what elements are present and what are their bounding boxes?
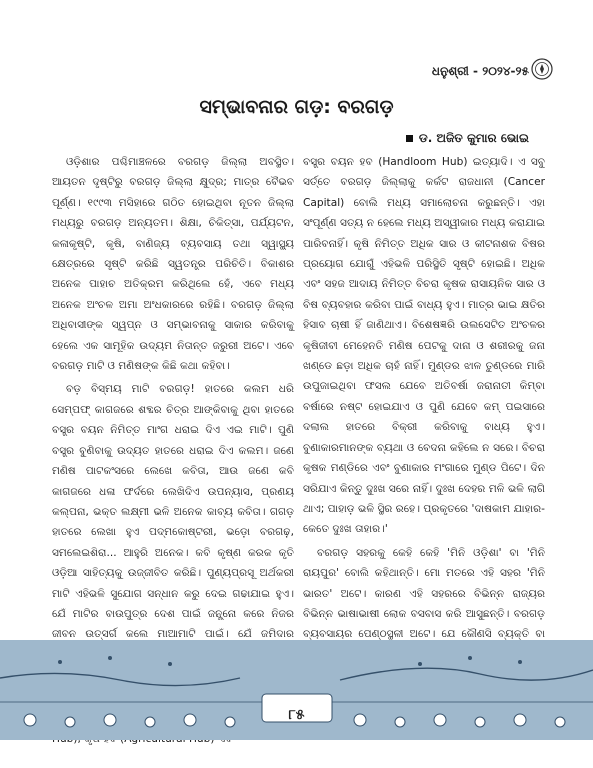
article-title: ସମ୍ଭାବନାର ଗଡ଼: ବରଗଡ଼ [199,96,394,118]
running-header: ଧନୁଶ୍ରୀ - ୨୦୨୪-୨୫ [431,64,529,78]
right-column [303,152,545,689]
black-square-bullet-icon [406,135,413,142]
page-number: ୮୫ [288,707,305,723]
author-name: ଡ. ଅଜିତ କୁମାର ଭୋଇ [418,131,529,145]
circular-seal-icon [531,58,553,80]
paragraph: ବଡ଼ ବିସ୍ମୟ ମାଟି ବରଗଡ଼! ହାତରେ କଲମ ଧରି ସେମ୍ପଫ୍ କାଗଜରେ ଶବ୍ଦର ଚିତ୍ର ଆଙ୍କିବାକୁ ଥିବା ହାତରେ ବସ୍ତ୍ର ବୟନ ନିମିତ୍ତ ମାଂଗ ଧରାଇ ଦିଏ ଏଇ ମାଟି। ପୁଣି ବସ୍ତ୍ର ବୁଣିବାକୁ ଉଦ୍ୟତ ହାତରେ ଧରାଇ ଦିଏ କଲମ। ଜଣେ ମଣିଷ ପାଟକଂସରେ ଲେଖେ କବିତା, ଆଉ ଜଣେ କବି କାଗଜରେ ଧଳା ଫର୍ଦରେ ଲେଖିଦିଏ ଉପନ୍ୟାସ, ପ୍ରଣୟ କଲ୍ପନା, ଭକ୍ତ ଲକ୍ଷ୍ମୀ ଭଳି ଅନେକ କାବ୍ୟ କବିତା। ଗଗଡ଼ ହାତରେ ଲେଖା ହୁଏ ପଦ୍ମକୋଷ୍ଟରୀ, ଭଡ଼ୋ ବରଗଢ଼, ସମଲେଇଶିରା... ଆହୁରି ଅନେକ। କବି କୃଷ୍ଣ କରକ କୃତି ଓଡ଼ିଆ ସାହିତ୍ୟକୁ ଉଜ୍ଜୀବିତ କରିଛି। ପୁଣ୍ୟପ୍ରସୂ ଅର୍ଥକରୀ ମାଟି ଏହିଭଳି ସୁଯୋଗ ସନ୍ଧାନ କରୁ ଦେଇ ଗଢାଯାଇ ହୁଏ। ଯେଁ ମାଟିର ବାଉପୁତ୍ର ଦେଶ ପାଇଁ ଜନ୍ମ୍ନୋ କରେ ନିଜର ଜୀବନ ଉତ୍ସର୍ଗ କଲେ ମାଆମାଟି ପାଇଁ। ଯେଁ ଜମିଦାର [52,383,294,641]
article-author [406,131,529,146]
paragraph: ବରଗଡ଼ ସହରକୁ କେହି କେହି 'ମିନି ଓଡ଼ିଶା' ବା 'ମିନି ରାୟପୁର' ବୋଲି କହିଥାନ୍ତି। ମୋ ମତରେ ଏହି ସହର 'ମିନି ଭାରତ' ଅଟେ। କାରଣ ଏହି ସହରରେ ବିଭିନ୍ନ ରାଜ୍ୟର ବିଭିନ୍ନ ଭାଷାଭାଷୀ ଲୋକ ବସବାସ କରି ଆସୁଛନ୍ତି। ବରଗଡ଼ ବ୍ୟବସାୟର ପେଣ୍ଠସ୍ଥଳୀ ଅଟେ। ଯେ କୌଣସି ବ୍ୟକ୍ତି ବା [303,546,545,641]
footer-decoration [0,640,593,740]
paragraph: ବସ୍ତ୍ର ବୟନ ହବ (Handloom Hub) ଇତ୍ୟାଦି। ଏ ସବୁ ସର୍ତ୍ତେ ବରଗଡ଼ ଜିଲ୍ଲାକୁ କର୍କଟ ରାଜଧାନୀ (Cancer Capital) ବୋଲି ମଧ୍ୟ ସମାଲୋଚନା କରୁଛନ୍ତି। ଏହା ସଂପୂର୍ଣ୍ଣ ସତ୍ୟ ନ ହେଲେ ମଧ୍ୟ ଅସ୍ୱୀକାର ମଧ୍ୟ କରାଯାଇ ପାରିବନାହିଁ। କୃଷି ନିମିତ୍ତ ଅଧିକ ସାର ଓ କୀଟନାଶକ ବିଷର ପ୍ରୟୋଗ ଯୋଗୁଁ ଏହିଭଳି ପରିସ୍ଥିତି ସୃଷ୍ଟି ହୋଇଛି। ଅଧିକ ଏବଂ ସହଜ ଆଦାୟ ନିମିତ୍ତ ବିଚରା କୃଷକ ରାସାୟନିକ ସାର ଓ ବିଷ ବ୍ୟବହାର କରିବା ପାଇଁ ବାଧ୍ୟ ହୁଏ। ମାତ୍ର ଭାଇ କ୍ଷତିର ହିସାବ ଚାଷୀ ହିଁ ଜାଣିଥାଏ। ବିଶେଷଜ୍ଞରି ଉଲସେଟିତ ଅଂଚଳର କୃଷିଜୀବୀ ମେହେନତି ମଣିଷ ପେଟକୁ ଦାନା ଓ ଶରୀରକୁ ଜନା ଖଣ୍ଡେ ଛଡ଼ା ଅଧିକ ଚାହଁ ନାହିଁ। ମୁଣ୍ଡର ଝାଳ ତୁଣ୍ଡରେ ମାରି ଉପୁଜାଇଥିବା ଫସଲ ଯେବେ ଅତିବର୍ଷା ଜରାନାତୀ କିମ୍ବା ବର୍ଷାରେ ନଷ୍ଟ ହୋଇଯାଏ ଓ ପୁଣି ଯେବେ କମ୍ ପଇସାରେ ଦଲାଲ ହାତରେ ବିକ୍ରୀ କରିବାକୁ ବାଧ୍ୟ ହୁଏ। ବୁଣାକାରମାନଙ୍କ ବ୍ୟଥା ଓ ବେଦନା କହିଲେ ନ ସରେ। ବିଚରା କୃଷକ ମଣ୍ଡିରେ ଏବଂ ବୁଣାକାର ମଂଗାରେ ମୁଣ୍ଡ ପିଟେ। ଦିନ ସରିଯାଏ କିନ୍ତୁ ଦୁଃଖ ସରେ ନାହିଁ। ଦୁଃଖ ଦେହର ମଳି ଭଳି ଲାଗି ଥାଏ; ପାହାଡ଼ ଭଳି ସ୍ଥିର ରହେ। ପ୍ରକୃତରେ 'ଦାଷକାମ ଯାହାର-କେତେ ଦୁଃଖ ତାହାର।' [303,156,545,536]
paragraph: ଓଡ଼ିଶାର ପଶ୍ଚିମାଞ୍ଚଳରେ ବରଗଡ଼ ଜିଲ୍ଲା ଅବସ୍ଥିତ। ଆୟତନ ଦୃଷ୍ଟିରୁ ବରଗଡ଼ ଜିଲ୍ଲା କ୍ଷୁଦ୍ର; ମାତ୍ର ବୈଭବ ପୂର୍ଣ୍ଣ। ୧୯୯୩ ମସିହାରେ ଗଠିତ ହୋଇଥିବା ନୂତନ ଜିଲ୍ଲା ମଧ୍ୟରୁ ବରଗଡ଼ ଅନ୍ୟତମ। ଶିକ୍ଷା, ଚିକିତ୍ସା, ପର୍ଯ୍ୟଟନ, କଳାକୃଷ୍ଟି, କୃଷି, ବାଣିଜ୍ୟ ବ୍ୟବସାୟ ତଥା ସ୍ୱାସ୍ଥ୍ୟ କ୍ଷେତ୍ରରେ ସୃଷ୍ଟି କରିଛି ସ୍ୱତନ୍ତ୍ର ପରିଚିତି। ବିକାଶର ଅନେକ ପାହାଚ ଅତିକ୍ରମ କରିଥିଲେ ହେଁ, ଏବେ ମଧ୍ୟ ଅନେକ ଅଂଚଳ ଅମା ଅଂଧକାରରେ ରହିଛି। ବରଗଡ଼ ଜିଲ୍ଲା ଅଧିବାସୀଙ୍କ ସ୍ୱପ୍ନ ଓ ସମ୍ଭାବନାକୁ ସାକାର କରିବାକୁ ହେଲେ ଏକ ସାମୂହିକ ଉଦ୍ୟମ ନିତାନ୍ତ ଜରୁରୀ ଅଟେ। ଏବେ ବରଗଡ଼ ମାଟି ଓ ମଣିଷଙ୍କ କିଛି କଥା କହିବା। [52,156,294,373]
